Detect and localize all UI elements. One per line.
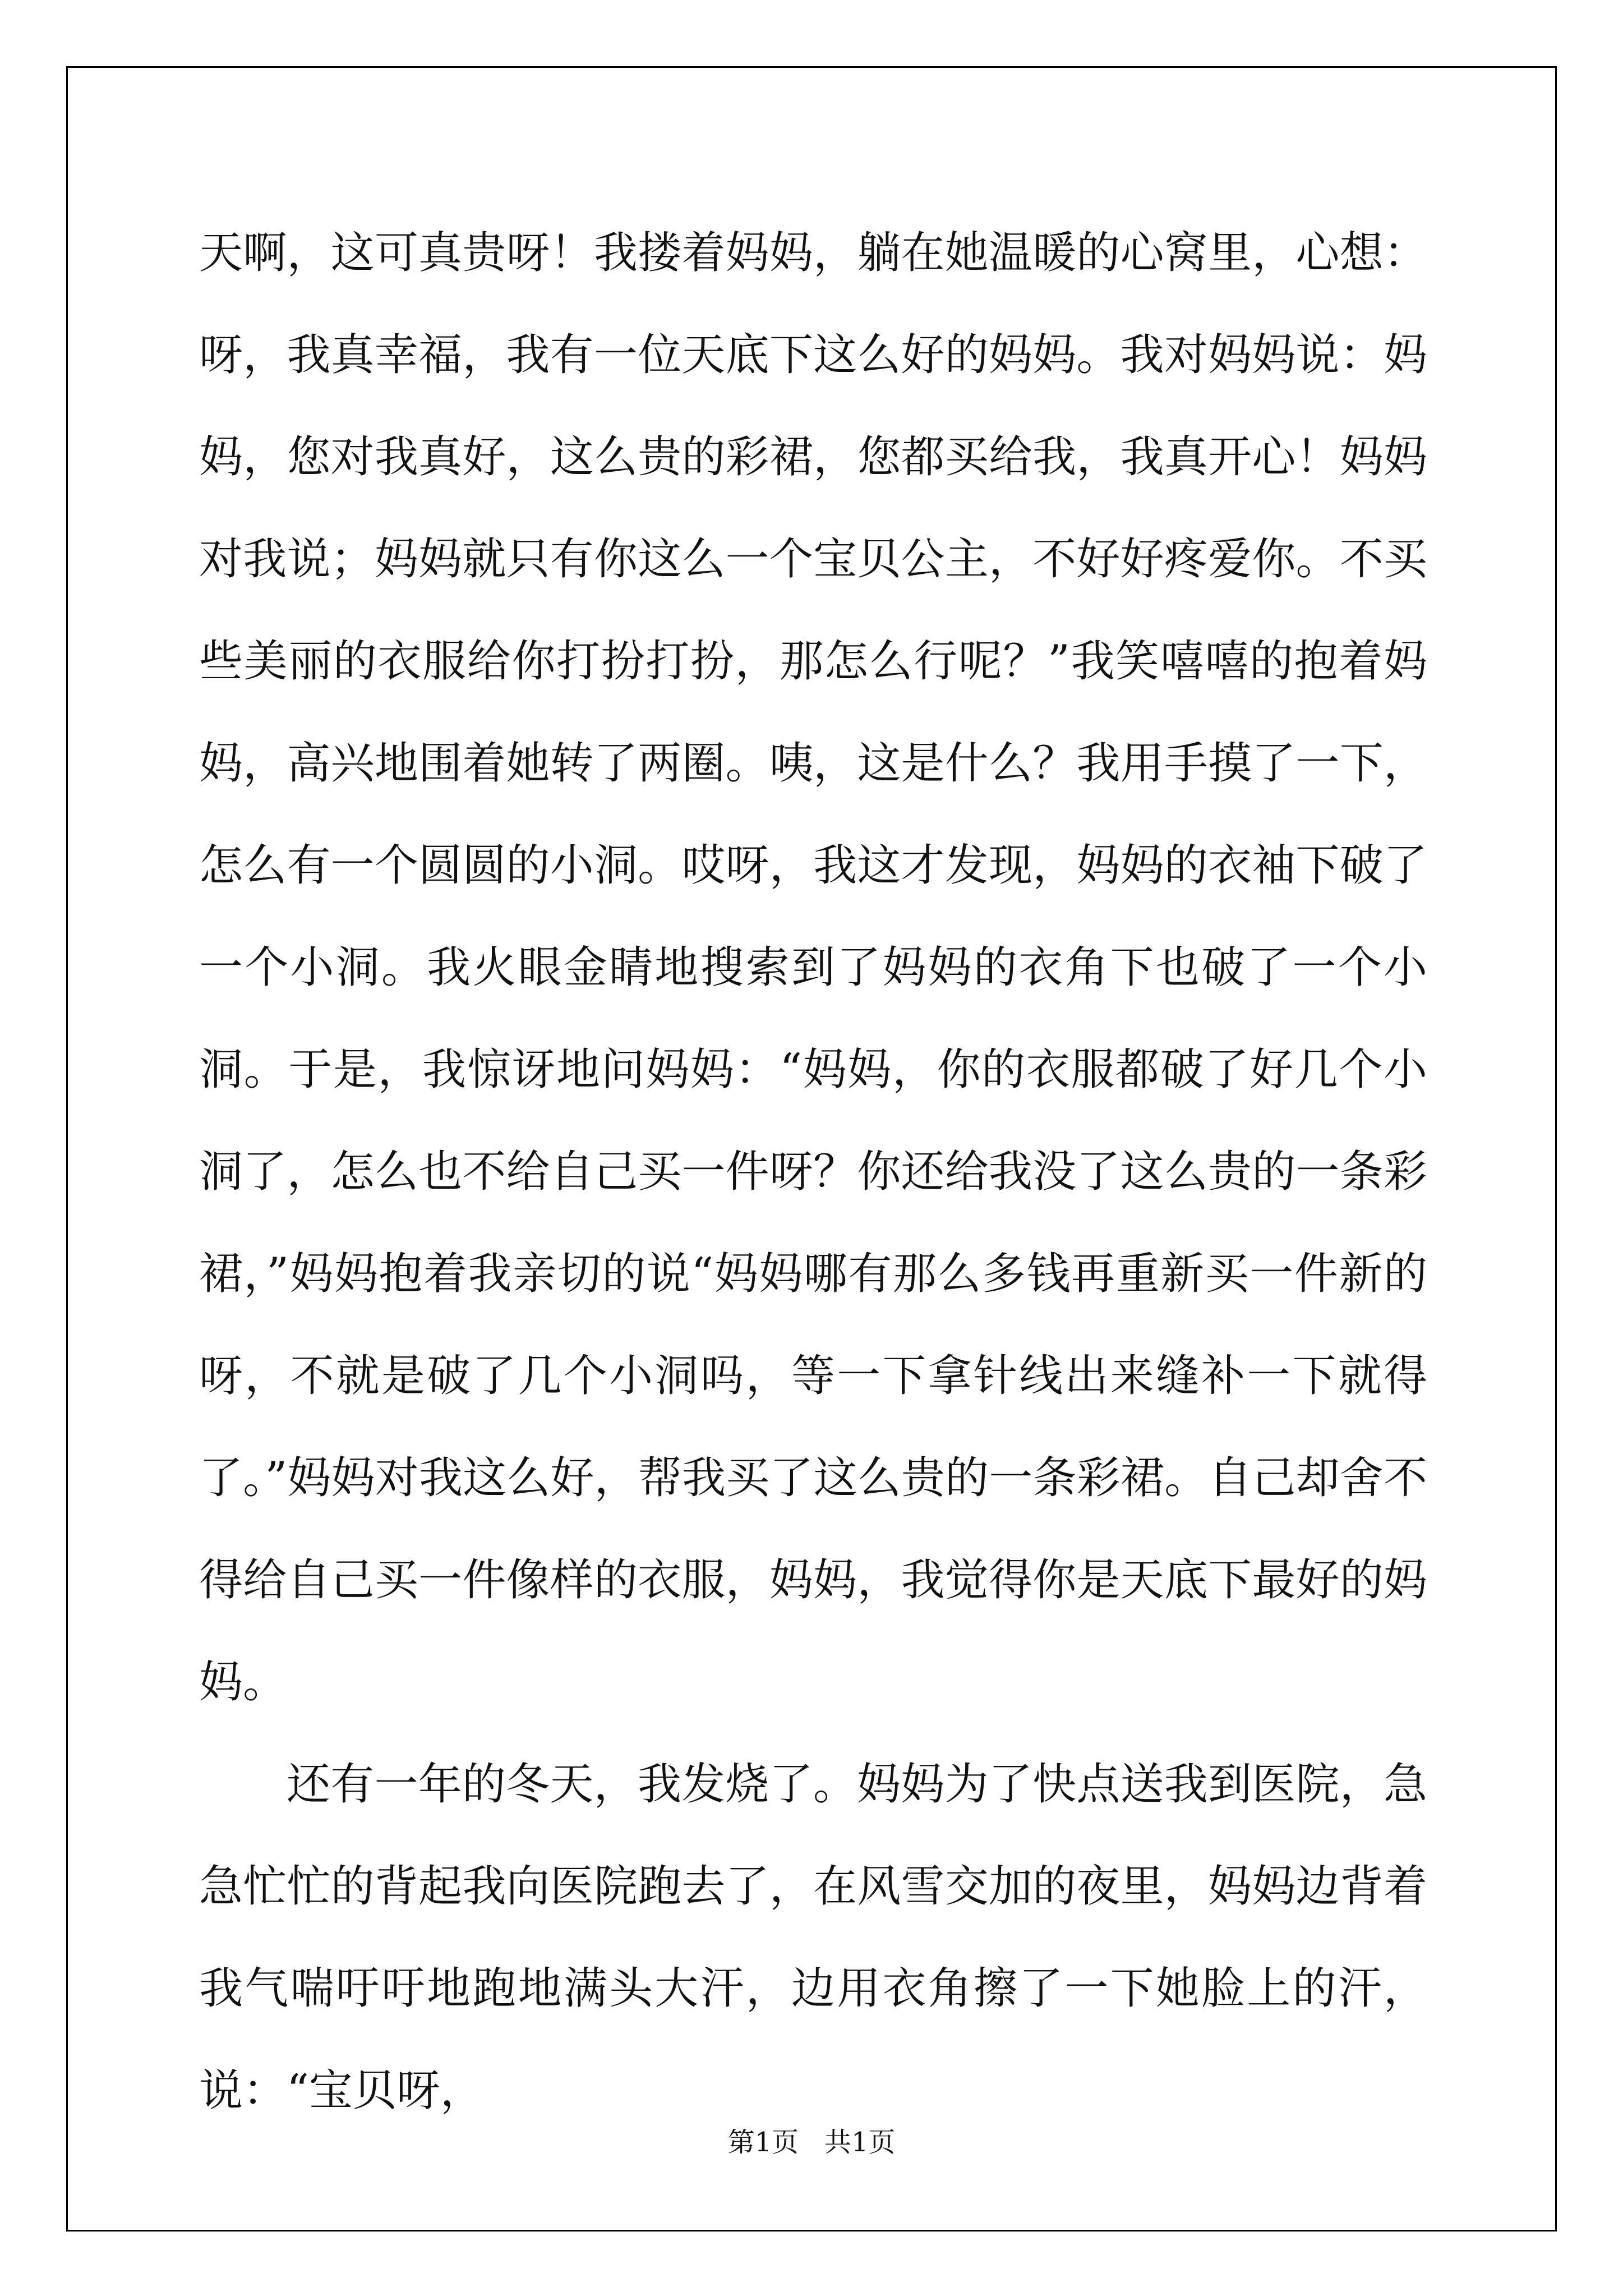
paragraph-2: 还有一年的冬天，我发烧了。妈妈为了快点送我到医院，急急忙忙的背起我向医院跑去了，在风雪交加的夜里，妈妈边背着我气喘吁吁地跑地满头大汗，边用衣角擦了一下她脸上的汗，说：“宝贝呀，	[199, 1759, 1427, 2116]
page-number-footer: 第1页 共1页	[727, 2127, 896, 2158]
paragraph-1: 天啊，这可真贵呀！我搂着妈妈，躺在她温暖的心窝里，心想：呀，我真幸福，我有一位天底下这么好的妈妈。我对妈妈说：妈妈，您对我真好，这么贵的彩裙，您都买给我，我真开心！妈妈对我说；妈妈就只有你这么一个宝贝公主，不好好疼爱你。不买些美丽的衣服给你打扮打扮，那怎么行呢？”我笑嘻嘻的抱着妈妈，高兴地围着她转了两圈。咦，这是什么？我用手摸了一下，怎么有一个圆圆的小洞。哎呀，我这才发现，妈妈的衣袖下破了一个小洞。我火眼金睛地搜索到了妈妈的衣角下也破了一个小洞。于是，我惊讶地问妈妈：“妈妈，你的衣服都破了好几个小洞了，怎么也不给自己买一件呀？你还给我没了这么贵的一条彩裙，”妈妈抱着我亲切的说“妈妈哪有那么多钱再重新买一件新的呀，不就是破了几个小洞吗，等一下拿针线出来缝补一下就得了。”妈妈对我这么好，帮我买了这么贵的一条彩裙。自己却舍不得给自己买一件像样的衣服，妈妈，我觉得你是天底下最好的妈妈。	[199, 228, 1427, 1708]
document-body	[199, 202, 1427, 2142]
